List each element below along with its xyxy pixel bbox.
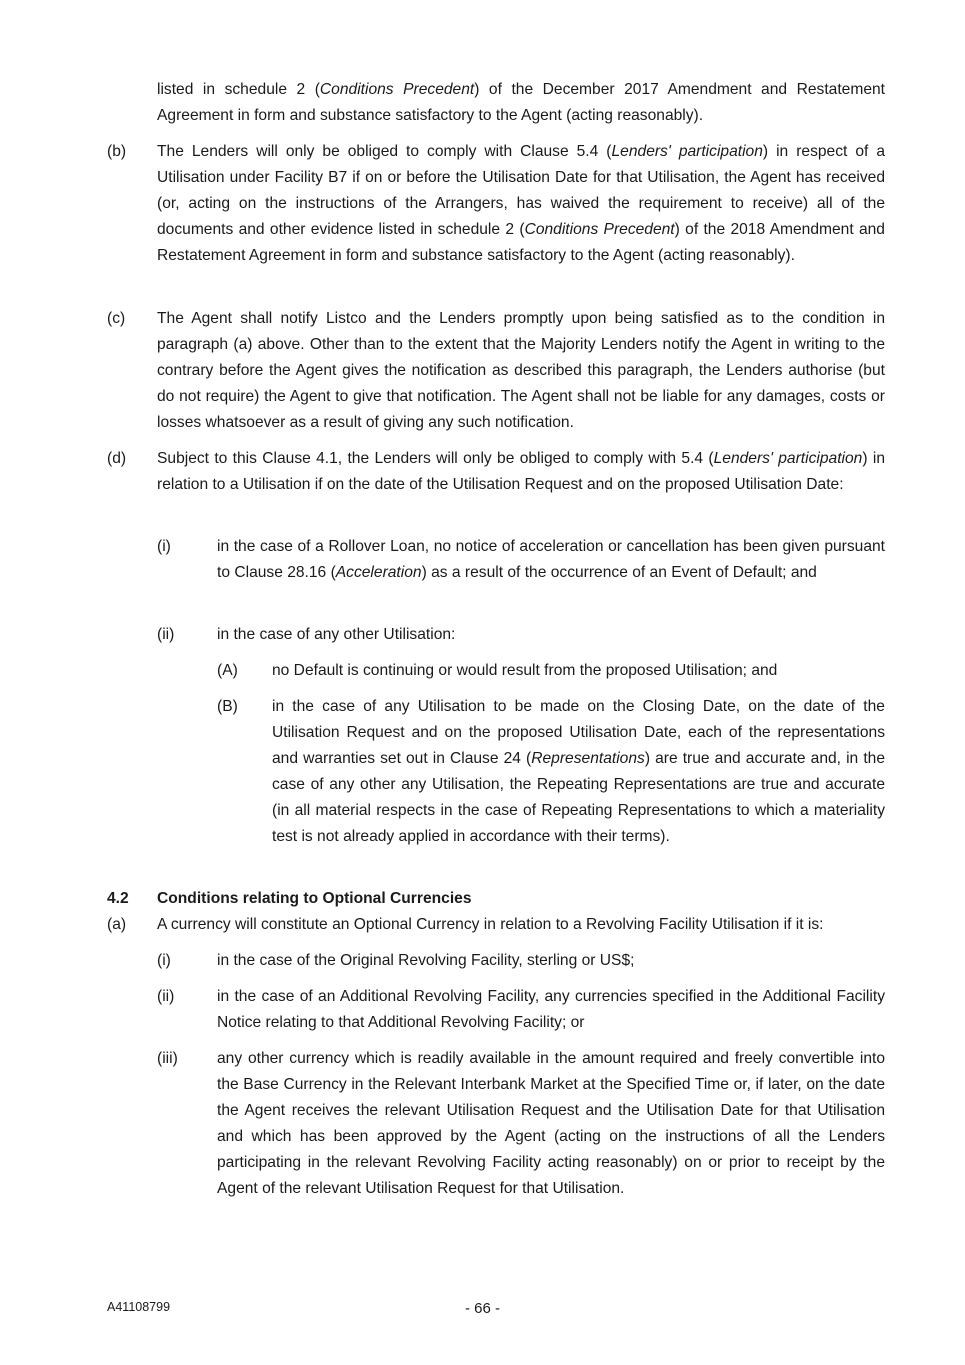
intro-paragraph — [157, 77, 885, 129]
section42-iii: any other currency which is readily available in the amount required and freely convertible into the Base Currency in the Relevant Interbank Market at the Specified Time or, if later, on the date the Agent receives the relevant Utilisation Request and the Utilisation Date for that Utilisation and which has been approved by the Agent (acting on the instructions of all the Lenders participating in the relevant Revolving Facility acting reasonably) on or prior to receipt by the Agent of the relevant Utilisation Request for that Utilisation. — [217, 1050, 885, 1197]
paragraph-d-i-label: (i) — [157, 538, 171, 555]
paragraph-d-ii-B-italic: Representations — [531, 750, 645, 767]
section-title: Conditions relating to Optional Currencies — [157, 890, 472, 907]
paragraph-d-ii: in the case of any other Utilisation: — [217, 626, 456, 643]
intro-italic: Conditions Precedent — [319, 81, 475, 98]
section42-iii-label: (iii) — [157, 1050, 178, 1067]
section-number: 4.2 — [107, 890, 129, 907]
section42-ii: in the case of an Additional Revolving Facility, any currencies specified in the Additional Facility Notice relating to that Additional Revolving Facility; or — [217, 988, 885, 1031]
paragraph-b-italic: Lenders' participation — [611, 143, 763, 160]
paragraph-b-text-2: ) in respect of a Utilisation under Facility B7 if on or before the Utilisation Date for that Utilisation, the Agent has received (or, acting on the instructions of the Arrangers, has waived the requirement to receive) all of the documents and other evidence listed in schedule 2 ( — [157, 143, 885, 238]
section42-ii-label: (ii) — [157, 988, 175, 1005]
paragraph-d-label: (d) — [107, 450, 127, 467]
intro-text: listed in schedule 2 ( — [157, 81, 320, 98]
paragraph-d — [157, 446, 885, 498]
section42-i: in the case of the Original Revolving Facility, sterling or US$; — [217, 952, 635, 969]
paragraph-b-label: (b) — [107, 143, 127, 160]
page-number: - 66 - — [464, 1300, 500, 1317]
paragraph-b-italic-2: Conditions Precedent — [524, 221, 675, 238]
paragraph-d-i — [217, 534, 885, 586]
paragraph-d-ii-B — [272, 694, 885, 850]
paragraph-b — [157, 139, 885, 269]
paragraph-d-ii-A-label: (A) — [217, 662, 238, 679]
section42-a-label: (a) — [107, 916, 127, 933]
paragraph-d-ii-label: (ii) — [157, 626, 175, 643]
paragraph-d-ii-B-label: (B) — [217, 698, 238, 715]
paragraph-c: The Agent shall notify Listco and the Lenders promptly upon being satisfied as to the condition in paragraph (a) above. Other than to the extent that the Majority Lenders notify the Agent in writing to the contrary before the Agent gives the notification as described this paragraph, the Lenders authorise (but do not require) the Agent to give that notification. The Agent shall not be liable for any damages, costs or losses whatsoever as a result of giving any such notification. — [157, 310, 885, 431]
paragraph-c-label: (c) — [107, 310, 126, 327]
paragraph-d-ii-B-text-2: ) are true and accurate and, in the case of any other any Utilisation, the Repeating Representations are true and accurate (in all material respects in the case of Repeating Representations to which a materiality test is not already applied in accordance with their terms). — [272, 750, 885, 845]
paragraph-d-ii-B-text: in the case of any Utilisation to be made on the Closing Date, on the date of the Utilisation Request and on the proposed Utilisation Date, each of the representations and warranties set out in Clause 24 ( — [272, 698, 885, 767]
paragraph-d-text-2: ) in relation to a Utilisation if on the date of the Utilisation Request and on the proposed Utilisation Date: — [157, 450, 886, 493]
paragraph-d-i-text-2: ) as a result of the occurrence of an Event of Default; and — [421, 564, 817, 581]
paragraph-d-text: Subject to this Clause 4.1, the Lenders will only be obliged to comply with 5.4 ( — [157, 450, 714, 467]
section42-i-label: (i) — [157, 952, 171, 969]
paragraph-b-text: The Lenders will only be obliged to comply with Clause 5.4 ( — [157, 143, 612, 160]
paragraph-d-ii-A: no Default is continuing or would result from the proposed Utilisation; and — [272, 662, 778, 679]
paragraph-b-text-3: ) of the 2018 Amendment and Restatement Agreement in form and substance satisfactory to the Agent (acting reasonably). — [157, 221, 885, 264]
section42-a: A currency will constitute an Optional Currency in relation to a Revolving Facility Utilisation if it is: — [157, 916, 824, 933]
paragraph-d-italic: Lenders' participation — [713, 450, 863, 467]
intro-text-2: ) of the December 2017 Amendment and Restatement Agreement in form and substance satisfactory to the Agent (acting reasonably). — [157, 81, 886, 124]
document-reference: A41108799 — [107, 1300, 171, 1314]
paragraph-d-i-text: in the case of a Rollover Loan, no notice of acceleration or cancellation has been given pursuant to Clause 28.16 ( — [217, 538, 885, 581]
paragraph-d-i-italic: Acceleration — [335, 564, 422, 581]
